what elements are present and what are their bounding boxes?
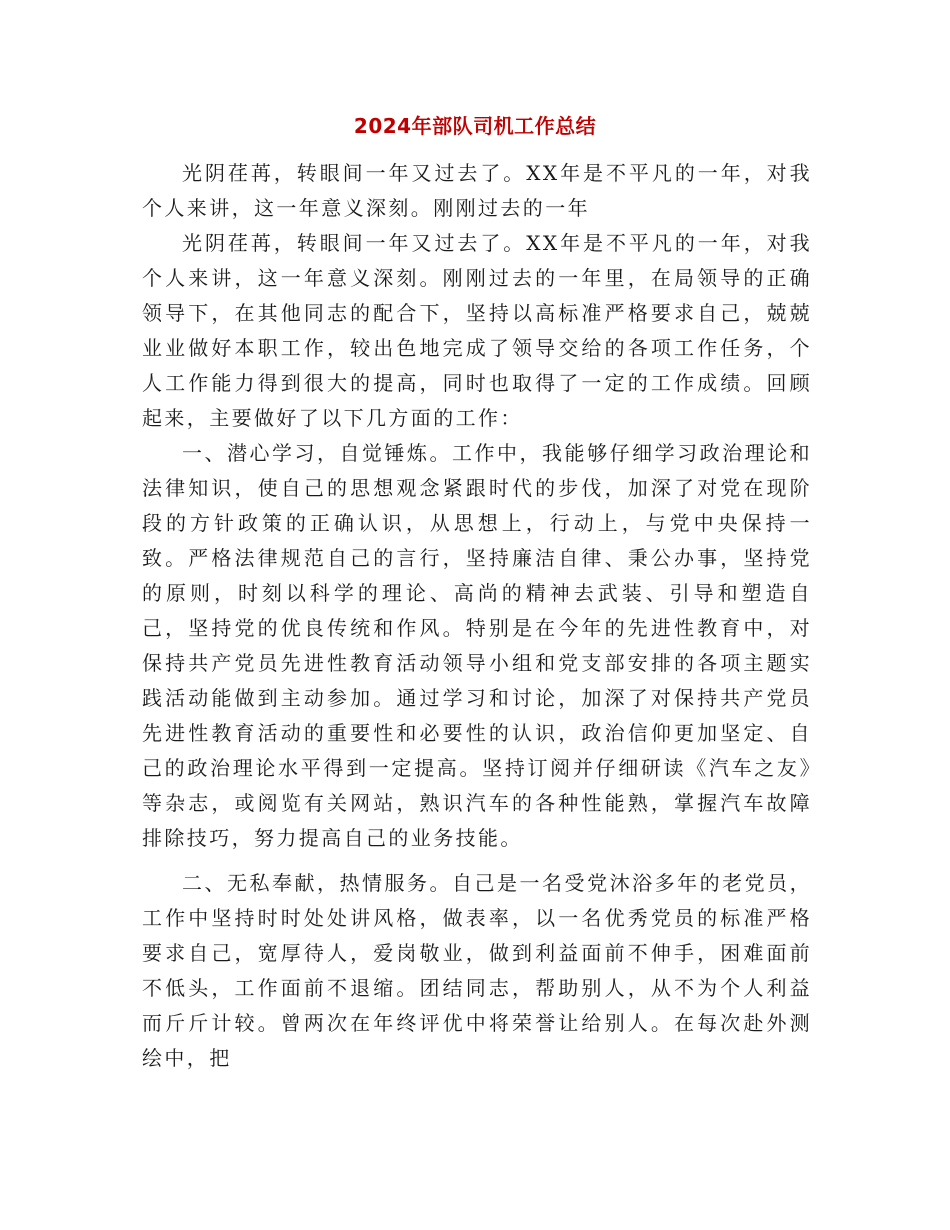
document-body [142, 156, 812, 1076]
paragraph-section-1: 一、潜心学习，自觉锤炼。工作中，我能够仔细学习政治理论和法律知识，使自己的思想观念紧跟时代的步伐，加深了对党在现阶段的方针政策的正确认识，从思想上，行动上，与党中央保持一致。严格法律规范自己的言行，坚持廉洁自律、秉公办事，坚持党的原则，时刻以科学的理论、高尚的精神去武装、引导和塑造自己，坚持党的优良传统和作风。特别是在今年的先进性教育中，对保持共产党员先进性教育活动领导小组和党支部安排的各项主题实践活动能做到主动参加。通过学习和讨论，加深了对保持共产党员先进性教育活动的重要性和必要性的认识，政治信仰更加坚定、自己的政治理论水平得到一定提高。坚持订阅并仔细研读《汽车之友》等杂志，或阅览有关网站，熟识汽车的各种性能熟，掌握汽车故障排除技巧，努力提高自己的业务技能。 [142, 441, 812, 850]
paragraph-section-2: 二、无私奉献，热情服务。自己是一名受党沐浴多年的老党员，工作中坚持时时处处讲风格，做表率，以一名优秀党员的标准严格要求自己，宽厚待人，爱岗敬业，做到利益面前不伸手，困难面前不低头，工作面前不退缩。团结同志，帮助别人，从不为个人利益而斤斤计较。曾两次在年终评优中将荣誉让给别人。在每次赴外测绘中，把 [142, 871, 812, 1070]
paragraph-intro-2: 光阴荏苒，转眼间一年又过去了。XX年是不平凡的一年，对我个人来讲，这一年意义深刻。刚刚过去的一年里，在局领导的正确领导下，在其他同志的配合下，坚持以高标准严格要求自己，兢兢业业做好本职工作，较出色地完成了领导交给的各项工作任务，个人工作能力得到很大的提高，同时也取得了一定的工作成绩。回顾起来，主要做好了以下几方面的工作： [142, 231, 812, 430]
document-title: 2024年部队司机工作总结 [353, 114, 597, 138]
paragraph-intro-1: 光阴荏苒，转眼间一年又过去了。XX年是不平凡的一年，对我个人来讲，这一年意义深刻。刚刚过去的一年 [142, 161, 812, 220]
